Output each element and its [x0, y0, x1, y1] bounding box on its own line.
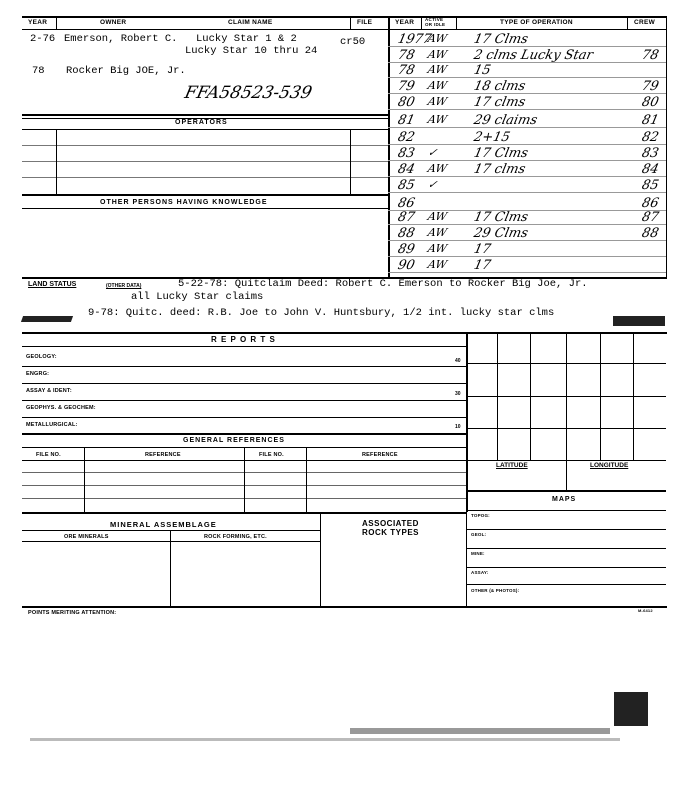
log-year: 80: [396, 95, 417, 110]
log-status: AW: [426, 242, 449, 255]
log-crew: 80: [640, 95, 661, 110]
rule: [22, 530, 320, 531]
reference-2: REFERENCE: [362, 452, 398, 458]
sep: [466, 332, 468, 512]
handwritten-file-number: FFA58523-539: [182, 83, 314, 103]
grid: [466, 428, 666, 429]
log-year: 86: [396, 196, 417, 211]
log-type: 15: [472, 63, 493, 78]
log-status: ✓: [426, 146, 439, 159]
associated-label: ASSOCIATED: [362, 519, 419, 528]
rule: [22, 129, 388, 130]
sep: [84, 447, 85, 512]
mineral-assemblage-title: MINERAL ASSEMBLAGE: [110, 520, 217, 529]
rule: [466, 584, 666, 585]
log-row-rule: [388, 93, 666, 94]
rule: [22, 208, 388, 209]
log-row-rule: [388, 176, 666, 177]
rule: [22, 145, 388, 146]
general-references-title: GENERAL REFERENCES: [183, 437, 285, 444]
log-crew: 84: [640, 162, 661, 177]
log-crew: 78: [640, 48, 661, 63]
log-crew: 83: [640, 146, 661, 161]
assay-label: ASSAY & IDENT:: [26, 388, 72, 394]
land-status-line1: 5-22-78: Quitclaim Deed: Robert C. Emerson to Rocker Big Joe, Jr.: [178, 278, 588, 290]
scan-smear: [21, 316, 73, 322]
rule: [22, 366, 466, 367]
log-year: 88: [396, 226, 417, 241]
maps-mine: MINE:: [471, 551, 485, 556]
log-status: AW: [426, 210, 449, 223]
rule: [466, 529, 666, 530]
rule: [22, 383, 466, 384]
log-row-rule: [388, 46, 666, 47]
geology-label: GEOLOGY:: [26, 354, 57, 360]
owner-1-name: Emerson, Robert C.: [64, 33, 178, 45]
scan-smear: [613, 316, 665, 326]
maps-title: MAPS: [552, 496, 577, 503]
scan-noise-line: [350, 728, 610, 734]
sep: [306, 447, 307, 512]
sep: [421, 16, 422, 29]
log-status: ✓: [426, 178, 439, 191]
scan-noise-line: [30, 738, 620, 741]
log-crew: 88: [640, 226, 661, 241]
maps-topog: TOPOG:: [471, 513, 490, 518]
reports-title: R E P O R T S: [211, 335, 276, 344]
log-crew: 87: [640, 210, 661, 225]
log-year: 90: [396, 258, 417, 273]
points-meriting-label: POINTS MERITING ATTENTION:: [28, 610, 117, 616]
log-row-rule: [388, 160, 666, 161]
log-crew: 82: [640, 130, 661, 145]
other-persons-title: OTHER PERSONS HAVING KNOWLEDGE: [100, 199, 268, 206]
rule: [466, 548, 666, 549]
maps-other: OTHER (& PHOTOS):: [471, 588, 520, 593]
log-type: 17: [472, 242, 493, 257]
log-type: 17 clms: [472, 95, 527, 110]
sep: [320, 512, 321, 606]
log-year: 87: [396, 210, 417, 225]
log-row-rule: [388, 127, 666, 128]
num-10: 10: [455, 424, 461, 430]
log-type: 17 Clms: [472, 210, 530, 225]
ore-minerals-label: ORE MINERALS: [64, 534, 109, 540]
rule: [22, 512, 466, 514]
log-status: AW: [426, 79, 449, 92]
log-row-rule: [388, 224, 666, 225]
log-status: AW: [426, 226, 449, 239]
col-type-operation: TYPE OF OPERATION: [500, 19, 573, 26]
rule: [22, 161, 388, 162]
log-status: AW: [426, 48, 449, 61]
col-file: FILE: [357, 19, 373, 26]
sep: [56, 129, 57, 195]
log-type: 17 clms: [472, 162, 527, 177]
rule: [466, 510, 666, 511]
rock-types-label: ROCK TYPES: [362, 528, 420, 537]
longitude-label: LONGITUDE: [590, 462, 629, 469]
log-type: 17: [472, 258, 493, 273]
top-border: [22, 16, 667, 18]
log-row-rule: [388, 144, 666, 145]
log-status: AW: [426, 162, 449, 175]
col-crew: CREW: [634, 19, 656, 26]
log-status: AW: [426, 32, 449, 45]
form-code: M-6412: [638, 608, 653, 613]
rule: [22, 114, 388, 116]
sep: [456, 16, 457, 29]
sep: [350, 16, 351, 29]
reference-1: REFERENCE: [145, 452, 181, 458]
col-year: YEAR: [28, 19, 48, 26]
land-status-line2: all Lucky Star claims: [131, 291, 264, 303]
log-type: 29 Clms: [472, 226, 530, 241]
log-crew: 81: [640, 113, 661, 128]
owner-1-year: 2-76: [30, 33, 56, 45]
grid: [466, 460, 666, 461]
metallurgical-label: METALLURGICAL:: [26, 422, 78, 428]
log-type: 2+15: [472, 130, 512, 145]
header-bottom-rule: [22, 29, 667, 30]
rule: [22, 400, 466, 401]
num-30: 30: [455, 391, 461, 397]
log-row-rule: [388, 272, 666, 273]
log-type: 29 claims: [472, 113, 539, 128]
grid: [466, 363, 666, 364]
owner-1-file: cr50: [340, 36, 366, 48]
maps-geol: GEOL:: [471, 532, 487, 537]
owner-3-year: 78: [32, 65, 45, 77]
log-type: 2 clms Lucky Star: [472, 48, 595, 63]
log-crew: 86: [640, 196, 661, 211]
log-status: AW: [426, 258, 449, 271]
owner-2-claim: Lucky Star 10 thru 24: [185, 45, 318, 57]
file-no-2: FILE NO.: [259, 452, 284, 458]
log-year: 82: [396, 130, 417, 145]
sep: [627, 16, 628, 29]
log-row-rule: [388, 192, 666, 193]
log-row-rule: [388, 256, 666, 257]
log-type: 17 Clms: [472, 146, 530, 161]
log-year: 79: [396, 79, 417, 94]
rule: [22, 606, 667, 608]
log-crew: 79: [640, 79, 661, 94]
land-status-sublabel: (OTHER DATA): [106, 283, 142, 289]
col-year-2: YEAR: [395, 19, 415, 26]
rule: [22, 177, 388, 178]
land-status-label: LAND STATUS: [28, 281, 77, 288]
sep: [244, 447, 245, 512]
grid: [566, 332, 567, 490]
log-status: AW: [426, 113, 449, 126]
rock-forming-label: ROCK FORMING, ETC.: [204, 534, 267, 540]
sep: [350, 129, 351, 195]
log-type: 18 clms: [472, 79, 527, 94]
rule: [466, 567, 666, 568]
rule: [22, 417, 466, 418]
log-year: 1977: [396, 32, 433, 47]
rule: [22, 541, 320, 542]
log-year: 78: [396, 48, 417, 63]
sep: [170, 530, 171, 606]
operators-title: OPERATORS: [175, 119, 228, 126]
log-year: 85: [396, 178, 417, 193]
file-no-1: FILE NO.: [36, 452, 61, 458]
log-left-border: [388, 16, 390, 278]
owner-3-name: Rocker Big JOE, Jr.: [66, 65, 186, 77]
geophys-label: GEOPHYS. & GEOCHEM:: [26, 405, 96, 411]
scan-black-block: [614, 692, 648, 726]
grid: [466, 396, 666, 397]
latitude-label: LATITUDE: [496, 462, 528, 469]
rule: [22, 346, 466, 347]
log-status: AW: [426, 63, 449, 76]
maps-assay: ASSAY:: [471, 570, 489, 575]
col-active: ACTIVE OR IDLE: [425, 17, 446, 27]
land-status-line3: 9-78: Quitc. deed: R.B. Joe to John V. Huntsbury, 1/2 int. lucky star clms: [88, 307, 555, 319]
log-year: 84: [396, 162, 417, 177]
log-row-rule: [388, 77, 666, 78]
rule: [22, 433, 466, 435]
col-claim-name: CLAIM NAME: [228, 19, 273, 26]
log-row-rule: [388, 240, 666, 241]
log-status: AW: [426, 95, 449, 108]
log-year: 83: [396, 146, 417, 161]
rule: [466, 490, 666, 492]
log-year: 89: [396, 242, 417, 257]
log-row-rule: [388, 109, 666, 110]
log-year: 78: [396, 63, 417, 78]
engrg-label: ENGRG:: [26, 371, 50, 377]
col-owner: OWNER: [100, 19, 127, 26]
log-right-border: [666, 16, 667, 278]
log-crew: 85: [640, 178, 661, 193]
rule: [22, 194, 388, 196]
rule: [22, 332, 667, 334]
num-40: 40: [455, 358, 461, 364]
owner-1-claim: Lucky Star 1 & 2: [196, 33, 297, 45]
log-year: 81: [396, 113, 417, 128]
sep: [466, 510, 467, 606]
log-type: 17 Clms: [472, 32, 530, 47]
sep: [56, 16, 57, 29]
